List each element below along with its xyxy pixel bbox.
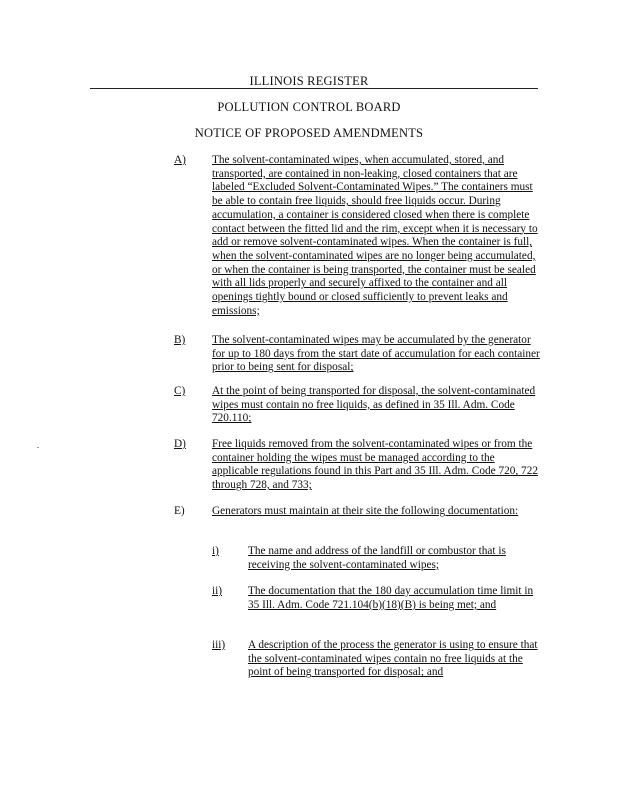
item-b-label: B) xyxy=(174,334,186,346)
item-e-text: Generators must maintain at their site the following documentation: xyxy=(212,505,519,517)
item-a-text: The solvent-contaminated wipes, when accumulated, stored, and transported, are contained in non-leaking, closed containers that are labeled “Excluded Solvent-Contaminated Wipes.” The containers must be able to contain free liquids, should free liquids occur. During accumulation, a container is considered closed when there is complete contact between the fitted lid and the rim, except when it is necessary to add or remove solvent-contaminated wipes. When the container is full, when the solvent-contaminated wipes are no longer being accumulated, or when the container is being transported, the container must be sealed with all lids properly and securely affixed to the container and all openings tightly bound or closed sufficiently to prevent leaks and emissions; xyxy=(212,154,538,317)
subitem-iii-label: iii) xyxy=(212,639,226,651)
item-a-label: A) xyxy=(174,154,186,166)
subitem-ii-label: ii) xyxy=(212,585,223,597)
item-d-text: Free liquids removed from the solvent-contaminated wipes or from the container holding the wipes must be managed according to the applicable regulations found in this Part and 35 Ill. Adm. Code 720, 722 through 728, and 733; xyxy=(212,438,538,492)
scan-artifact xyxy=(37,447,39,448)
subitem-i-label: i) xyxy=(212,545,219,557)
notice-title: NOTICE OF PROPOSED AMENDMENTS xyxy=(194,126,424,140)
subitem-iii-text: A description of the process the generator is using to ensure that the solvent-contaminated wipes contain no free liquids at the point of being transported for disposal; and xyxy=(248,639,538,679)
board-title: POLLUTION CONTROL BOARD xyxy=(217,100,401,114)
register-title: ILLINOIS REGISTER xyxy=(249,74,369,88)
item-c-label: C) xyxy=(174,385,186,397)
item-c-text: At the point of being transported for disposal, the solvent-contaminated wipes must contain no free liquids, as defined in 35 Ill. Adm. Code 720.110; xyxy=(212,385,536,425)
subitem-ii-text: The documentation that the 180 day accumulation time limit in 35 Ill. Adm. Code 721.104(b)(18)(B) is being met; and xyxy=(248,585,534,611)
item-e-label: E) xyxy=(174,505,185,517)
subitem-i-text: The name and address of the landfill or combustor that is receiving the solvent-contaminated wipes; xyxy=(248,545,506,571)
item-b-text: The solvent-contaminated wipes may be accumulated by the generator for up to 180 days from the start date of accumulation for each container prior to being sent for disposal; xyxy=(212,334,540,374)
item-d-label: D) xyxy=(174,438,186,450)
